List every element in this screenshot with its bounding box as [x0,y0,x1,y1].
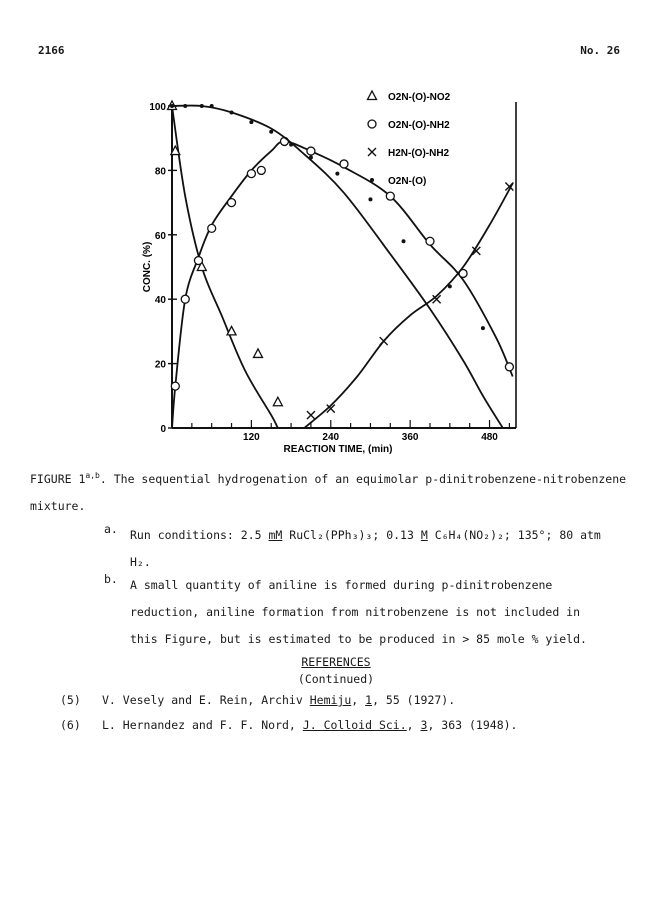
page-number: 2166 [38,44,65,57]
note-a-M: M [420,528,428,542]
data-point-dot [481,326,485,330]
data-point-circle [208,224,216,232]
series-line-cross [304,183,512,428]
data-point-cross [380,337,388,345]
data-point-dot [210,104,214,108]
reference-rest: , 363 (1948). [427,718,518,732]
note-a [130,522,610,576]
reference-rest: , 55 (1927). [372,693,456,707]
x-tick-label: 360 [401,432,419,443]
note-a-mid: RuCl₂(PPh₃)₃; 0.13 [282,528,421,542]
data-point-dot [230,110,234,114]
reference-volume: 1 [365,693,373,707]
data-point-circle [386,192,394,200]
reference-authors: V. Vesely and E. Rein, Archiv [102,693,310,707]
note-a-marker: a. [104,522,118,536]
data-point-dot [289,143,293,147]
reference-authors: L. Hernandez and F. F. Nord, [102,718,303,732]
reference-6 [60,718,517,732]
y-tick-label: 40 [154,295,166,307]
reference-number: (6) [60,718,81,732]
data-point-circle [228,199,236,207]
x-axis-label: REACTION TIME, (min) [283,444,393,455]
data-point-circle [505,363,513,371]
x-tick-label: 240 [322,432,340,443]
note-b: A small quantity of aniline is formed during p-dinitrobenzene reduction, aniline formation from nitrobenzene is not included in this Figure, but is estimated to be produced in > 85 mole % yield. [130,578,587,646]
reference-number: (5) [60,693,81,707]
legend-marker-circle [368,120,376,128]
data-point-dot [335,172,339,176]
data-point-triangle [254,349,263,358]
legend-marker-triangle [368,91,377,100]
caption-label: FIGURE [30,471,72,486]
series-line-circle [172,141,513,428]
legend-label: O2N-(O)-NH2 [388,120,450,131]
y-tick-label: 100 [149,102,166,113]
reference-vol-sep: , [351,693,366,707]
reference-volume: 3 [420,718,428,732]
data-point-dot [269,130,273,134]
y-tick-label: 80 [154,166,166,178]
data-point-dot [200,104,204,108]
legend-label: O2N-(O) [388,176,427,187]
data-point-circle [307,147,315,155]
y-tick-label: 0 [160,424,166,435]
note-b-marker: b. [104,572,118,586]
reference-5 [60,693,455,707]
legend-label: O2N-(O)-NO2 [388,92,451,103]
data-point-circle [426,237,434,245]
caption-one: 1 [78,471,86,486]
data-point-dot [448,284,452,288]
legend-marker-dot [370,178,374,182]
data-point-circle [194,257,202,265]
data-point-dot [170,104,174,108]
legend-marker-cross [368,148,376,156]
data-point-circle [181,295,189,303]
issue-number: No. 26 [580,44,620,57]
reference-journal: J. Colloid Sci. [302,718,407,732]
note-a-suffix: C₆H₄(NO₂)₂; 135°; 80 atm H₂. [130,528,601,569]
y-axis-label: CONC. (%) [142,241,153,293]
reference-vol-sep: , [406,718,421,732]
y-tick-label: 20 [154,359,166,371]
figure-caption [30,462,630,520]
caption-text: . The sequential hydrogenation of an equimolar p-dinitrobenzene-nitrobenzene mixture. [30,471,627,513]
caption-sup: a,b [85,471,100,480]
note-a-prefix: Run conditions: 2.5 [130,528,269,542]
data-point-dot [183,104,187,108]
data-point-circle [340,160,348,168]
legend-label: H2N-(O)-NH2 [388,148,450,159]
note-a-mM: mM [268,528,283,542]
data-point-dot [368,197,372,201]
x-tick-label: 120 [243,432,260,443]
references-subtitle: (Continued) [297,672,375,686]
references-title: REFERENCES [301,655,371,669]
data-point-circle [171,382,179,390]
series-line-triangle [172,106,278,428]
data-point-cross [307,411,315,419]
data-point-dot [249,120,253,124]
data-point-triangle [273,397,282,406]
y-tick-label: 60 [154,230,166,242]
x-tick-label: 480 [481,432,498,443]
data-point-circle [247,170,255,178]
data-point-dot [309,156,313,160]
reference-journal: Hemiju [309,693,352,707]
data-point-circle [257,166,265,174]
data-point-dot [402,239,406,243]
